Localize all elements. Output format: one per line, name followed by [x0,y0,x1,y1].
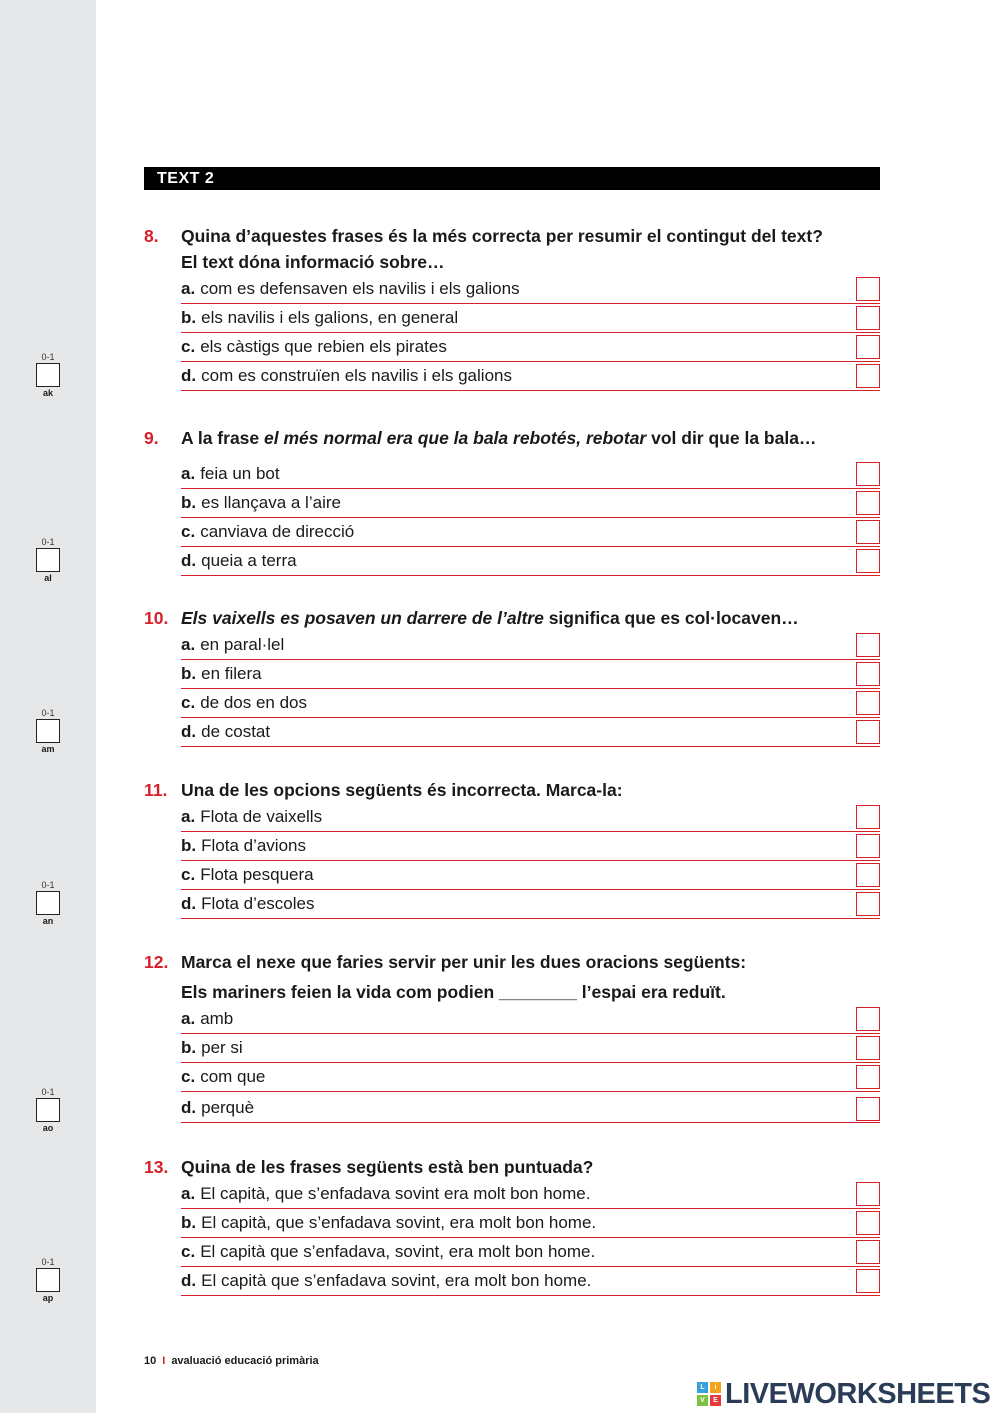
option-8b [181,304,880,333]
answer-checkbox[interactable] [856,720,880,744]
option-12c [181,1063,880,1092]
question-number: 12. [144,952,169,972]
option-letter: d. [181,1271,197,1290]
watermark-text: LIVEWORKSHEETS [725,1377,991,1410]
answer-checkbox[interactable] [856,1211,880,1235]
option-text: queia a terra [201,551,297,570]
option-9c [181,518,880,547]
answer-checkbox[interactable] [856,834,880,858]
answer-checkbox[interactable] [856,277,880,301]
option-letter: b. [181,493,197,512]
question-8 [144,223,884,391]
option-8a [181,275,880,304]
option-text: els càstigs que rebien els pirates [200,337,447,356]
option-text: en paral·lel [200,635,285,654]
option-11b [181,832,880,861]
score-al [34,537,62,583]
question-text: Quina de les frases següents està ben puntuada? [181,1157,594,1177]
option-letter: a. [181,635,196,654]
answer-checkbox[interactable] [856,1097,880,1121]
option-letter: b. [181,1213,197,1232]
question-prompt [144,223,884,249]
option-12a [181,1005,880,1034]
question-11 [144,777,884,919]
question-number: 13. [144,1157,169,1177]
section-header: TEXT 2 [144,167,880,190]
score-am [34,708,62,754]
option-10c [181,689,880,718]
option-13a [181,1180,880,1209]
liveworksheets-logo-icon [697,1382,721,1406]
page-number: 10 [144,1355,157,1367]
question-text: Quina d’aquestes frases és la més correcta per resumir el contingut del text? [181,226,823,246]
option-letter: d. [181,551,197,570]
answer-checkbox[interactable] [856,662,880,686]
option-letter: d. [181,366,197,385]
score-box[interactable] [36,1098,60,1122]
answer-checkbox[interactable] [856,633,880,657]
answer-checkbox[interactable] [856,462,880,486]
option-text: amb [200,1009,234,1028]
logo-cell: V [697,1395,708,1406]
option-text: en filera [201,664,262,683]
question-text: Una de les opcions següents és incorrecta. Marca-la: [181,780,623,800]
question-12 [144,949,884,1123]
question-subtext: El text dóna informació sobre… [181,252,445,272]
score-range: 0-1 [41,352,55,362]
option-9b [181,489,880,518]
answer-checkbox[interactable] [856,520,880,544]
option-10b [181,660,880,689]
page-footer [144,1354,319,1368]
question-prompt [144,949,884,975]
option-letter: b. [181,1038,197,1057]
option-text: per si [201,1038,243,1057]
margin-strip [0,0,96,1413]
option-10a [181,631,880,660]
option-text: feia un bot [200,464,280,483]
score-range: 0-1 [41,1087,55,1097]
score-an [34,880,62,926]
question-number: 10. [144,608,169,628]
score-code: ao [42,1123,54,1133]
answer-checkbox[interactable] [856,1240,880,1264]
score-code: al [44,573,52,583]
footer-separator: I [162,1355,166,1367]
option-letter: b. [181,664,197,683]
score-box[interactable] [36,548,60,572]
question-number: 11. [144,780,168,800]
logo-cell: L [697,1382,708,1393]
option-letter: c. [181,522,196,541]
question-13 [144,1154,884,1296]
option-letter: a. [181,279,196,298]
option-letter: c. [181,337,196,356]
option-text: canviava de direcció [200,522,355,541]
logo-cell: E [710,1395,721,1406]
option-letter: d. [181,894,197,913]
option-text: com es defensaven els navilis i els galions [200,279,520,298]
option-letter: a. [181,464,196,483]
option-12d [181,1092,880,1123]
option-text: Flota de vaixells [200,807,323,826]
score-ao [34,1087,62,1133]
option-letter: c. [181,1242,196,1261]
option-letter: a. [181,807,196,826]
question-10 [144,605,884,747]
question-subtext: Els mariners feien la vida com podien ________ l’espai era reduït. [181,982,726,1002]
answer-checkbox[interactable] [856,1269,880,1293]
option-12b [181,1034,880,1063]
question-text: A la frase [181,428,265,448]
answer-checkbox[interactable] [856,691,880,715]
question-number: 9. [144,428,159,448]
question-prompt [144,777,884,803]
option-text: perquè [201,1098,255,1117]
score-code: an [42,916,54,926]
option-letter: b. [181,836,197,855]
option-text: de costat [201,722,271,741]
option-13b [181,1209,880,1238]
score-range: 0-1 [41,880,55,890]
question-quote: Els vaixells es posaven un darrere de l’altre [181,608,544,628]
question-text-end: significa que es col·locaven… [543,608,799,628]
answer-checkbox[interactable] [856,549,880,573]
option-text: Flota d’avions [201,836,306,855]
score-code: ak [42,388,53,398]
option-11a [181,803,880,832]
option-letter: b. [181,308,197,327]
score-box[interactable] [36,891,60,915]
question-prompt [144,425,884,451]
option-text: com es construïen els navilis i els galions [201,366,512,385]
answer-checkbox[interactable] [856,863,880,887]
option-letter: d. [181,1098,197,1117]
option-letter: a. [181,1184,196,1203]
answer-checkbox[interactable] [856,335,880,359]
question-quote: el més normal era que la bala rebotés, rebotar [264,428,647,448]
score-ak [34,352,62,398]
option-9d [181,547,880,576]
question-text-end: vol dir que la bala… [646,428,817,448]
option-letter: c. [181,693,196,712]
option-text: Flota d’escoles [201,894,315,913]
question-prompt [144,605,884,631]
option-8d [181,362,880,391]
score-ap [34,1257,62,1303]
option-text: El capità, que s’enfadava sovint, era molt bon home. [201,1213,597,1232]
option-8c [181,333,880,362]
score-code: ap [42,1293,54,1303]
question-prompt [144,1154,884,1180]
score-box[interactable] [36,1268,60,1292]
option-10d [181,718,880,747]
option-letter: c. [181,1067,196,1086]
option-text: es llançava a l’aire [201,493,341,512]
option-letter: c. [181,865,196,884]
footer-text: avaluació educació primària [171,1355,319,1367]
answer-checkbox[interactable] [856,1182,880,1206]
score-range: 0-1 [41,537,55,547]
question-number: 8. [144,226,159,246]
option-9a [181,460,880,489]
logo-cell: i [710,1382,721,1393]
question-9 [144,425,884,576]
option-13c [181,1238,880,1267]
answer-checkbox[interactable] [856,1007,880,1031]
answer-checkbox[interactable] [856,892,880,916]
question-text: Marca el nexe que faries servir per unir les dues oracions següents: [181,952,747,972]
option-11d [181,890,880,919]
answer-checkbox[interactable] [856,306,880,330]
answer-checkbox[interactable] [856,805,880,829]
answer-checkbox[interactable] [856,1065,880,1089]
answer-checkbox[interactable] [856,1036,880,1060]
liveworksheets-watermark [697,1377,990,1411]
answer-checkbox[interactable] [856,364,880,388]
option-text: El capità que s’enfadava sovint, era molt bon home. [201,1271,592,1290]
score-code: am [41,744,55,754]
score-range: 0-1 [41,1257,55,1267]
score-range: 0-1 [41,708,55,718]
option-text: com que [200,1067,266,1086]
option-text: El capità que s’enfadava, sovint, era molt bon home. [200,1242,596,1261]
option-text: de dos en dos [200,693,307,712]
option-text: Flota pesquera [200,865,314,884]
option-letter: a. [181,1009,196,1028]
answer-checkbox[interactable] [856,491,880,515]
option-letter: d. [181,722,197,741]
option-13d [181,1267,880,1296]
option-text: els navilis i els galions, en general [201,308,459,327]
option-text: El capità, que s’enfadava sovint era molt bon home. [200,1184,591,1203]
score-box[interactable] [36,719,60,743]
score-box[interactable] [36,363,60,387]
option-11c [181,861,880,890]
